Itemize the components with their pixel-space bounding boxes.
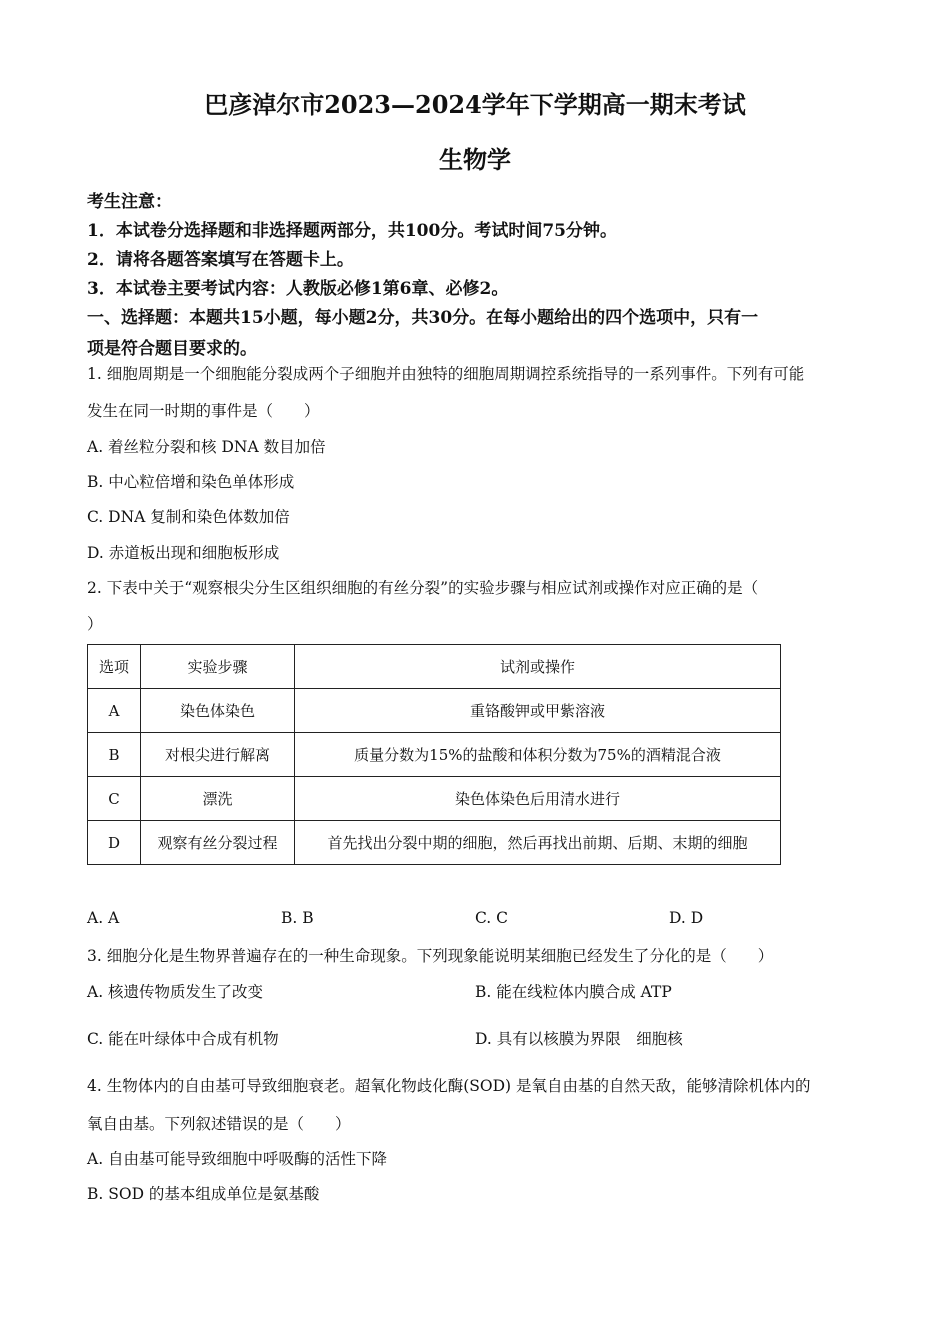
question-4-stem-cont: 氧自由基。下列叙述错误的是（ ） xyxy=(87,1115,351,1133)
table-header-cell: 试剂或操作 xyxy=(295,645,781,689)
table-cell: 对根尖进行解离 xyxy=(141,733,295,777)
table-cell: 质量分数为15%的盐酸和体积分数为75%的酒精混合液 xyxy=(295,733,781,777)
notice-heading: 考生注意： xyxy=(87,192,172,212)
table-header-cell: 选项 xyxy=(88,645,141,689)
question-3-option-b: B. 能在线粒体内膜合成 ATP xyxy=(475,983,672,1001)
question-2-stem-cont: ） xyxy=(87,615,103,633)
question-3-option-c: C. 能在叶绿体中合成有机物 xyxy=(87,1030,279,1048)
question-4-option-b: B. SOD 的基本组成单位是氨基酸 xyxy=(87,1185,320,1203)
question-2-option-b: B. B xyxy=(281,909,314,927)
table-cell: 漂洗 xyxy=(141,777,295,821)
exam-title: 巴彦淖尔市2023—2024学年下学期高一期末考试 xyxy=(204,90,746,119)
table-row xyxy=(88,777,781,821)
question-1-stem-cont: 发生在同一时期的事件是（ ） xyxy=(87,402,320,420)
question-1-option-d: D. 赤道板出现和细胞板形成 xyxy=(87,544,280,562)
question-1-option-a: A. 着丝粒分裂和核 DNA 数目加倍 xyxy=(87,438,326,456)
question-2-option-d: D. D xyxy=(669,909,704,927)
table-cell: 染色体染色后用清水进行 xyxy=(295,777,781,821)
question-1-option-b: B. 中心粒倍增和染色单体形成 xyxy=(87,473,295,491)
table-header-cell: 实验步骤 xyxy=(141,645,295,689)
question-3-stem: 3. 细胞分化是生物界普遍存在的一种生命现象。下列现象能说明某细胞已经发生了分化的是（ ） xyxy=(87,947,774,965)
notice-item: 1．本试卷分选择题和非选择题两部分，共100分。考试时间75分钟。 xyxy=(87,221,617,241)
question-3-option-a: A. 核遗传物质发生了改变 xyxy=(87,983,264,1001)
question-4-stem: 4. 生物体内的自由基可导致细胞衰老。超氧化物歧化酶(SOD) 是氧自由基的自然天敌，能够清除机体内的 xyxy=(87,1077,811,1095)
table-cell: C xyxy=(88,777,141,821)
table-row xyxy=(88,733,781,777)
section-instruction: 一、选择题：本题共15小题，每小题2分，共30分。在每小题给出的四个选项中，只有一 xyxy=(87,308,759,328)
table-header-row xyxy=(88,645,781,689)
experiment-table xyxy=(87,644,781,865)
question-1-stem: 1. 细胞周期是一个细胞能分裂成两个子细胞并由独特的细胞周期调控系统指导的一系列事件。下列有可能 xyxy=(87,365,805,383)
table-cell: A xyxy=(88,689,141,733)
question-3-option-d: D. 具有以核膜为界限 细胞核 xyxy=(475,1030,683,1048)
table-row xyxy=(88,689,781,733)
notice-item: 3．本试卷主要考试内容：人教版必修1第6章、必修2。 xyxy=(87,279,509,299)
subject-title: 生物学 xyxy=(439,145,511,174)
question-2-option-c: C. C xyxy=(475,909,509,927)
table-cell: 观察有丝分裂过程 xyxy=(141,821,295,865)
notice-item: 2．请将各题答案填写在答题卡上。 xyxy=(87,250,354,270)
table-cell: 首先找出分裂中期的细胞，然后再找出前期、后期、末期的细胞 xyxy=(295,821,781,865)
table-row xyxy=(88,821,781,865)
table-cell: 染色体染色 xyxy=(141,689,295,733)
table-cell: B xyxy=(88,733,141,777)
table-cell: D xyxy=(88,821,141,865)
section-instruction-cont: 项是符合题目要求的。 xyxy=(87,339,257,359)
question-1-option-c: C. DNA 复制和染色体数加倍 xyxy=(87,508,290,526)
question-2-stem: 2. 下表中关于“观察根尖分生区组织细胞的有丝分裂”的实验步骤与相应试剂或操作对应正确的是（ xyxy=(87,579,759,597)
question-4-option-a: A. 自由基可能导致细胞中呼吸酶的活性下降 xyxy=(87,1150,388,1168)
table-cell: 重铬酸钾或甲紫溶液 xyxy=(295,689,781,733)
question-2-option-a: A. A xyxy=(87,909,120,927)
